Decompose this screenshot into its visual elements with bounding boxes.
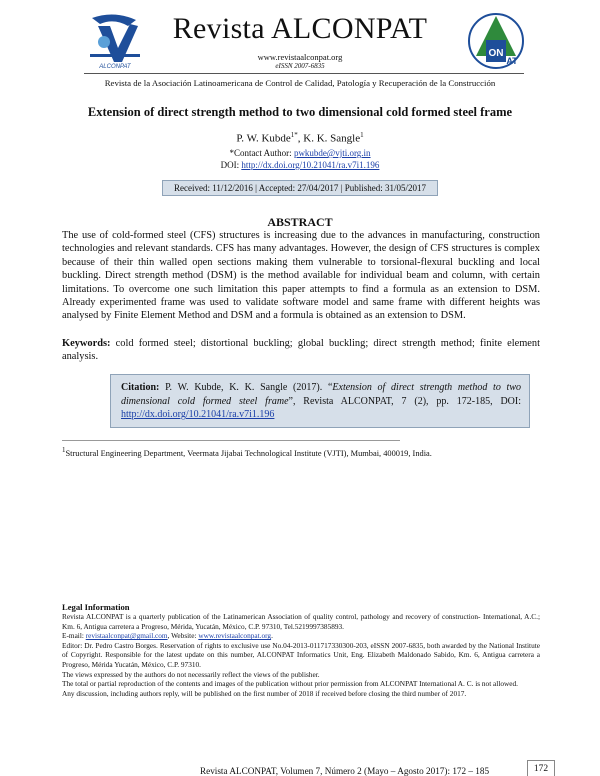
page-number: 172: [527, 760, 555, 776]
citation-title: Extension of direct strength method to two dimensional cold formed steel frame: [121, 382, 521, 407]
affiliation-text: Structural Engineering Department, Veermata Jijabai Technological Institute (VJTI), Mumbai, 400019, India.: [65, 448, 432, 458]
author-name: K. K. Sangle: [303, 132, 361, 145]
contact-email-link[interactable]: pwkubde@vjti.org.in: [293, 148, 371, 158]
footnote-divider: [62, 440, 400, 441]
header-divider: [84, 73, 524, 74]
citation-doi-link[interactable]: http://dx.doi.org/10.21041/ra.v7i1.196: [121, 409, 275, 421]
journal-url[interactable]: www.revistaalconpat.org: [257, 52, 343, 62]
alconpat-logo-right: [468, 12, 524, 70]
legal-paragraph: The views expressed by the authors do not necessarily reflect the views of the publisher.: [62, 669, 320, 679]
citation-source: ”, Revista ALCONPAT, 7 (2), pp. 172-185, DOI:: [288, 395, 521, 407]
contact-label: *Contact Author:: [229, 148, 294, 158]
author-affiliation-mark: 1*: [290, 131, 298, 139]
publication-dates: Received: 11/12/2016 | Accepted: 27/04/2017 | Published: 31/05/2017: [162, 180, 438, 196]
legal-paragraph: Any discussion, including authors reply, will be published on the first number of 2018 if received before closing the third number of 2017.: [62, 688, 467, 698]
website-label: , Website:: [167, 631, 199, 641]
keywords: [62, 337, 540, 364]
doi-label: DOI:: [220, 160, 242, 170]
journal-issn: eISSN 2007-6835: [275, 62, 325, 70]
journal-title: Revista ALCONPAT: [172, 12, 428, 45]
legal-paragraph: Editor: Dr. Pedro Castro Borges. Reservation of rights to exclusive use No.04-2013-011717330300-203, eISSN 2007-6835, both awarded by the National Institute of Copyright. Responsible for the latest update on this number, ALCONPAT Informatics Unit, Eng. Elizabeth Maldonado Sabido, Km. 6, Antigua carretera a Progreso, Mérida Yucatán, México, C.P. 97310.: [62, 640, 540, 669]
legal-paragraph: The total or partial reproduction of the contents and images of the publication without prior permission from ALCONPAT International A. C. is not allowed.: [62, 679, 518, 689]
legal-contact: [62, 631, 540, 641]
article-title: Extension of direct strength method to two dimensional cold formed steel frame: [87, 105, 513, 119]
affiliation-mark: 1: [62, 446, 66, 454]
citation-label: Citation:: [121, 382, 160, 393]
email-label: E-mail:: [62, 631, 86, 641]
svg-text:AT: AT: [506, 56, 518, 66]
affiliation-footnote: [62, 446, 540, 458]
journal-website-link[interactable]: www.revistaalconpat.org: [198, 631, 272, 641]
doi-line: [0, 160, 600, 170]
keywords-label: Keywords:: [62, 338, 111, 349]
citation-authors: P. W. Kubde, K. K. Sangle (2017). “: [159, 382, 333, 393]
contact-end: .: [271, 631, 273, 641]
footer-issue-info: Revista ALCONPAT, Volumen 7, Número 2 (Mayo – Agosto 2017): 172 – 185: [200, 766, 490, 776]
keywords-list: cold formed steel; distortional buckling; global buckling; direct strength method; finite element analysis.: [62, 338, 540, 363]
legal-body: [62, 612, 540, 698]
abstract-text: The use of cold-formed steel (CFS) structures is increasing due to the advances in manufacturing, construction technologies and relevant standards. CFS has many advantages. However, the design of CFS structures is complex because of their thin walled open sections making them vulnerable to torsional-flexural buckling and local buckling. Direct strength method (DSM) is the method available for individual beam and column, with certain limitations. To overcome one such limitation this paper attempts to find a formula as an extension to DSM. Already experimented frame was used to validate software model and same frame with different heights was analysed by Finite Element Method and DSM and a formula is obtained as an extension to DSM.: [62, 230, 540, 322]
contact-author: [0, 148, 600, 158]
citation-box: [110, 374, 530, 428]
author-affiliation-mark: 1: [360, 131, 364, 139]
doi-link[interactable]: http://dx.doi.org/10.21041/ra.v7i1.196: [241, 160, 380, 170]
legal-paragraph: Revista ALCONPAT is a quarterly publication of the Latinamerican Association of quality control, pathology and recovery of construction- International, A.C.; Km. 6, Antigua carretera a Progreso, Mérida, Yucatán, México, C.P. 97310, Tel.5219997385893.: [62, 612, 540, 631]
svg-text:ON: ON: [488, 48, 504, 59]
legal-heading: Legal Information: [62, 602, 130, 612]
journal-subtitle: Revista de la Asociación Latinoamericana de Control de Calidad, Patología y Recuperación de la Construcción: [104, 78, 496, 88]
author-name: P. W. Kubde: [236, 132, 291, 145]
journal-email-link[interactable]: revistaalconpat@gmail.com: [85, 631, 168, 641]
author-separator: ,: [297, 132, 304, 145]
author-list: [0, 131, 600, 145]
abstract-heading: ABSTRACT: [267, 215, 333, 229]
svg-text:ALCONPAT: ALCONPAT: [99, 64, 131, 70]
